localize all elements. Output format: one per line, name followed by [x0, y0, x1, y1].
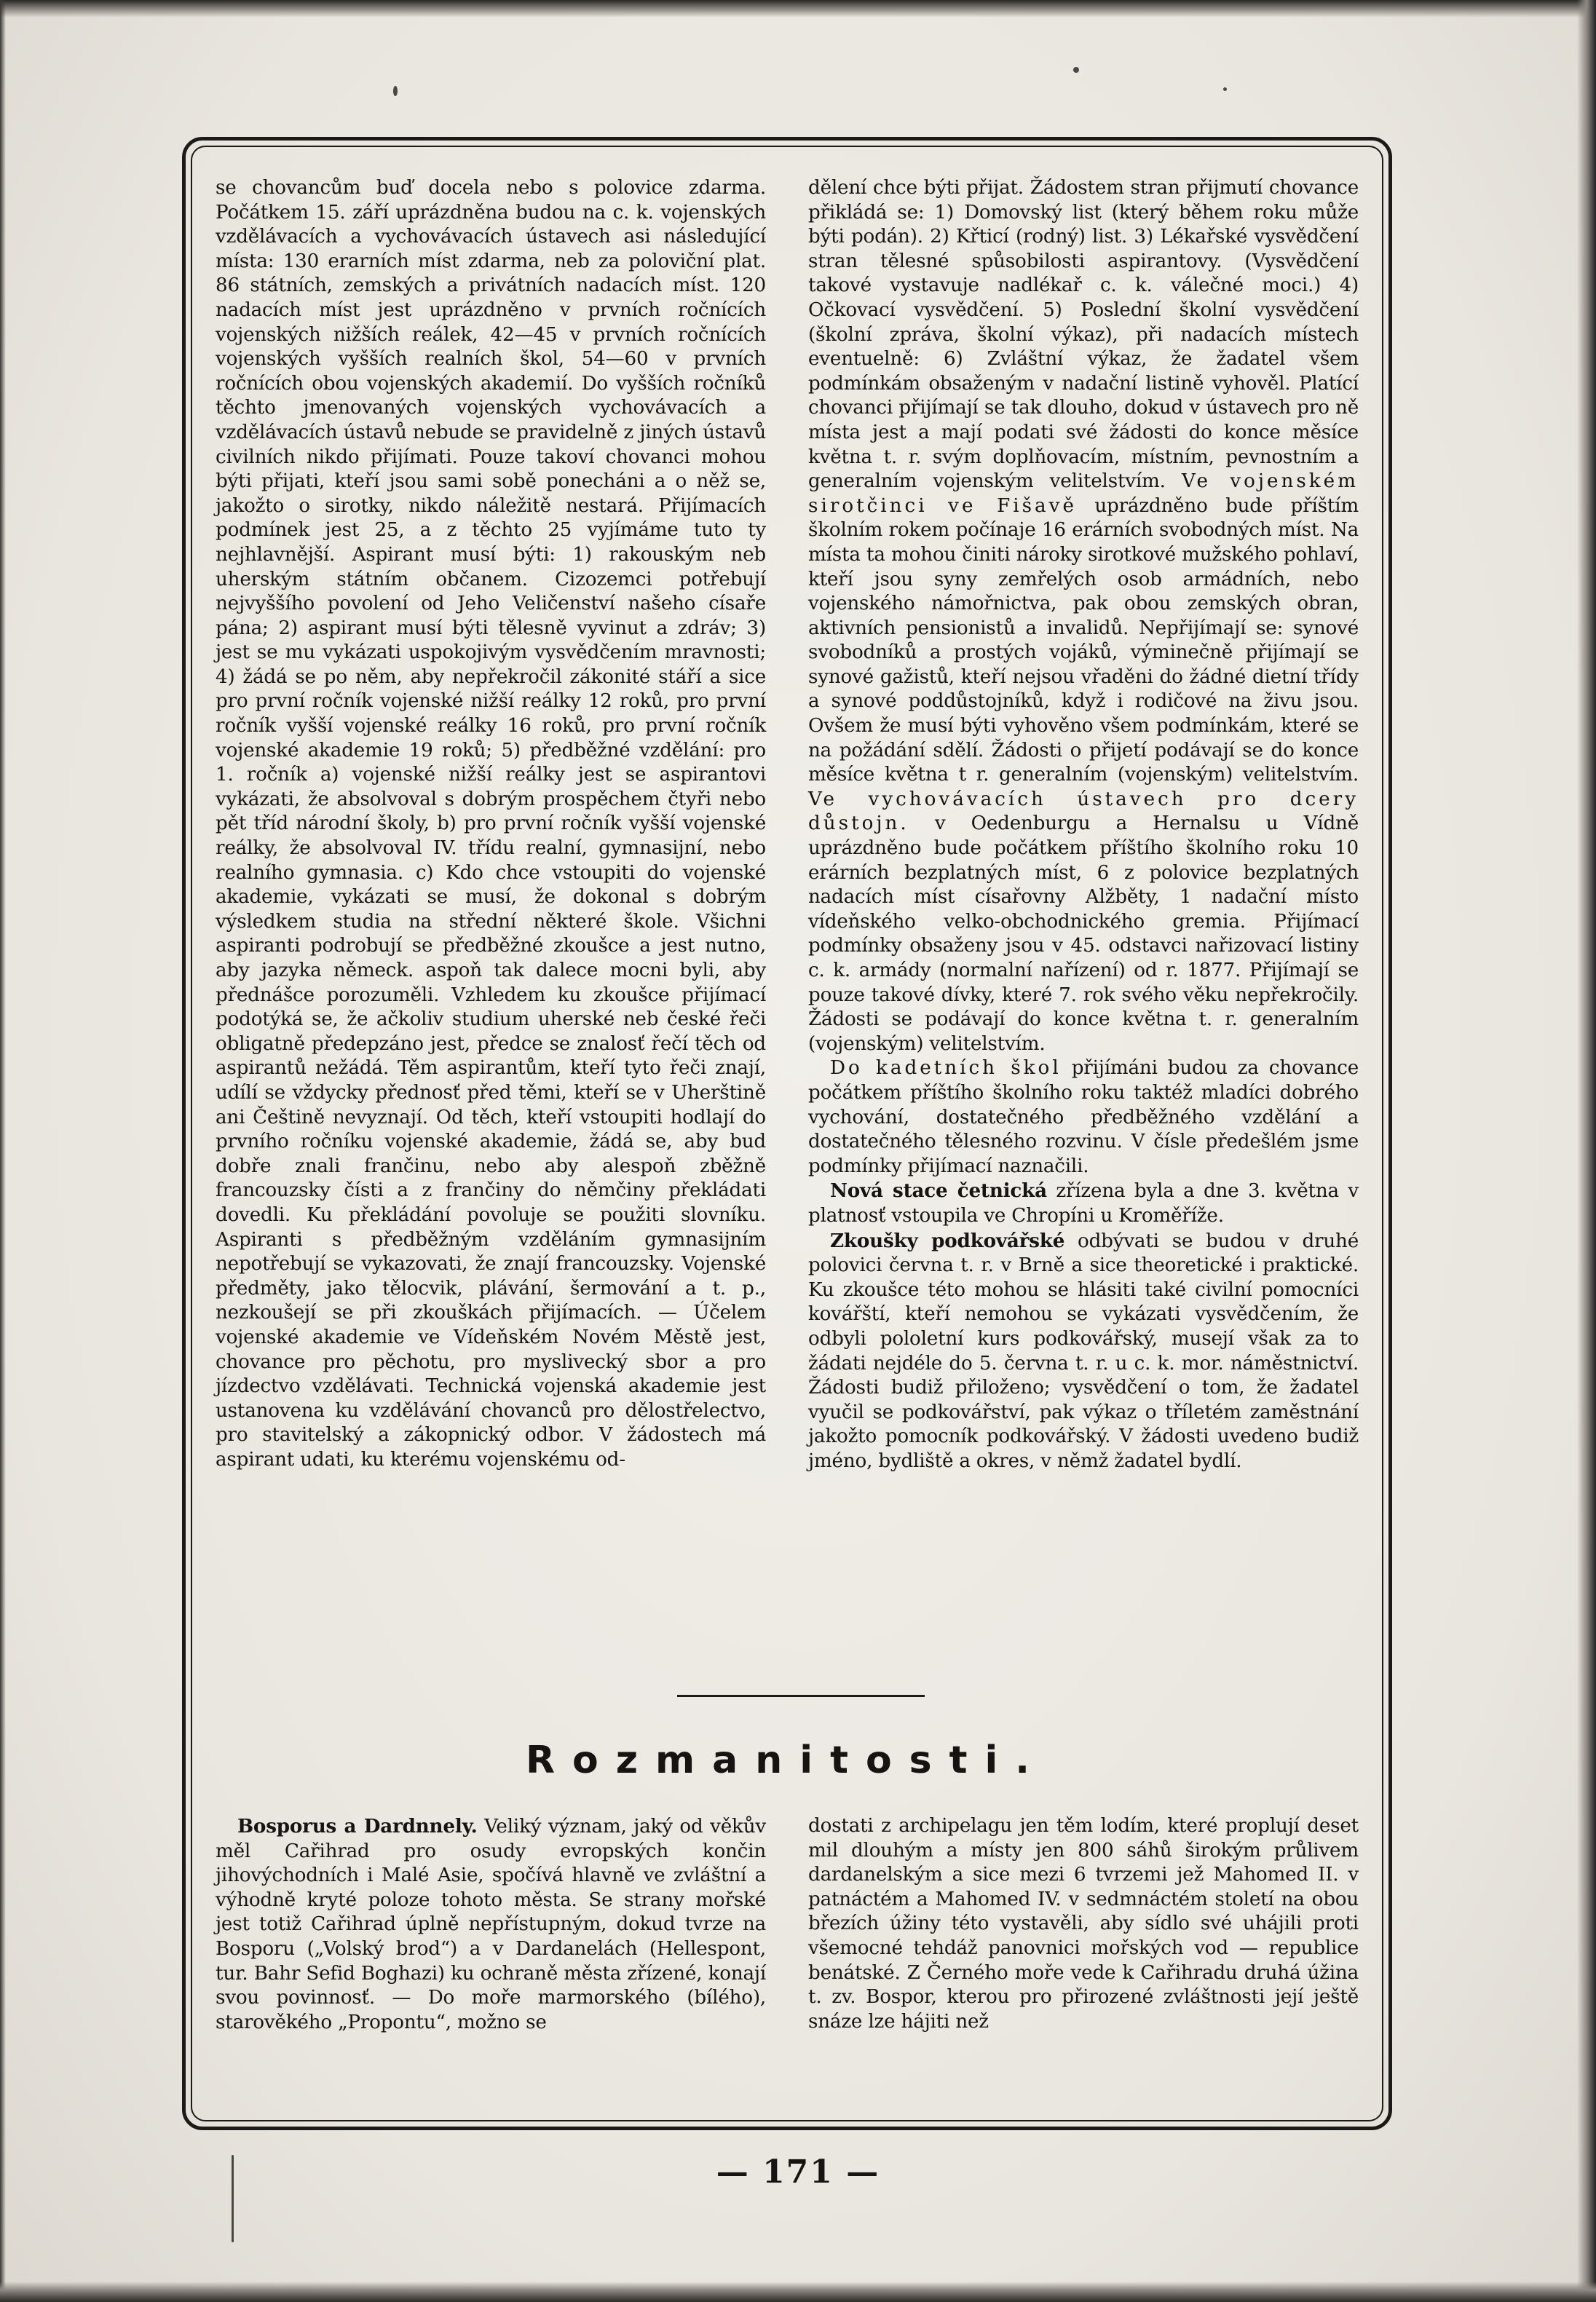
paragraph-text: Zkoušky podkovářské odbývati se budou v druhé polovici června t. r. v Brně a sice theoretické i praktické. Ku zkoušce této mohou se hlásiti také civilní pomocníci kovářští, kteří nemohou se vykázati vysvědčením, že odbyli pololetní kurs podkovářský, musejí však za to žádati nejdéle do 5. června t. r. u c. k. mor. náměstnictví. Žádosti budiž přiloženo; vysvědčení o tom, že žadatel vyučil se podkovářství, pak výkaz o tříletém zaměstnání jakožto pomocník podkovářský. V žádosti uvedeno budiž jméno, bydliště a okres, v němž žadatel bydlí. — [808, 1229, 1359, 1472]
spaced-phrase: Do kadetních škol — [830, 1057, 1062, 1080]
rozmanitosti-left-column — [216, 1814, 766, 2035]
left-paragraph: se chovancům buď docela nebo s polovice zdarma. Počátkem 15. září uprázdněna budou na c. k. vojenských vzdělávacích a vychovávacích ústavech asi následující místa: 130 erarních míst zdarma, neb za poloviční plat. 86 státních, zemských a privátních nadacích míst. 120 nadacích míst jest uprázdněno v prvních ročnících vojenských nižších reálek, 42—45 v prvních ročnících vojenských vyšších realních škol, 54—60 v prvních ročnících obou vojenských akademií. Do vyšších ročníků těchto jmenovaných vojenských vychovávacích a vzdělávacích ústavů nebude se pravidelně z jiných ústavů civilních nikdo přijímati. Pouze takoví chovanci mohou býti přijati, kteří jsou sami sobě ponecháni a o něž se, jakožto o sirotky, nikdo náležitě nestará. Přijímacích podmínek jest 25, a z těchto 25 vyjímáme tuto ty nejhlavnější. Aspirant musí býti: 1) rakouským neb uherským státním občanem. Cizozemci potřebují nejvyššího povolení od Jeho Veličenství našeho císaře pána; 2) aspirant musí býti tělesně vyvinut a zdráv; 3) jest se mu vykázati uspokojivým vysvědčením mravnosti; 4) žádá se po něm, aby nepřekročil zákonité stáří a sice pro první ročník vojenské nižší reálky 12 roků, pro první ročník vyšší vojenské reálky 16 roků, pro první ročník vojenské akademie 19 roků; 5) předběžné vzdělání: pro 1. ročník a) vojenské nižší reálky jest se aspirantovi vykázati, že absolvoval s dobrým prospěchem čtyři nebo pět tříd národní školy, b) pro první ročník vyšší vojenské reálky, že absolvoval IV. třídu realní, gymnasijní, nebo realního gymnasia. c) Kdo chce vstoupiti do vojenské akademie, vykázati se musí, že dokonal s dobrým výsledkem studia na střední některé škole. Všichni aspiranti podrobují se předběžné zkoušce a jest nutno, aby jazyka německ. aspoň tak dalece mocni byli, aby přednášce porozuměli. Vzhledem ku zkoušce přijímací podotýká se, že ačkoliv studium uherské neb české řeči obligatně předepzáno jest, předce se znalosť řečí těch od aspirantů nežádá. Těm aspirantům, kteří tyto řeči znají, udílí se vždycky přednosť před těmi, kteří se v Uherštině ani Češtině nevyznají. Od těch, kteří vstoupiti hodlají do prvního ročníku vojenské akademie, žádá se, aby bud dobře znali frančinu, nebo aby alespoň zběžně francouzsky čísti a z frančiny do němčiny překládati dovedli. Ku překládání povoluje se použiti slovníku. Aspiranti s předběžným vzděláním gymnasijním nepotřebují se vykazovati, že znají francouzsky. Vojenské předměty, jako tělocvik, plávání, šermování a t. p., nezkoušejí se při zkouškách přijímacích. — Účelem vojenské akademie ve Vídeňském Novém Městě jest, chovance pro pěchotu, pro myslivecký sbor a pro jízdectvo vzdělávati. Technická vojenská akademie jest ustanovena ku vzdělávání chovanců pro dělostřelectvo, pro stavitelský a zákopnický odbor. V žádostech má aspirant udati, ku kterému vojenskému od- — [216, 177, 766, 1471]
paragraph-text: dělení chce býti přijat. Žádostem stran přijmutí chovance přikládá se: 1) Domovský list (který během roku může býti podán). 2) Křticí (rodný) list. 3) Lékařské vysvědčení stran tělesné spůsobilosti aspirantovy. (Vysvědčení takové vystavuje nadlékař c. k. válečné moci.) 4) Očkovací vysvědčení. 5) Poslední školní vysvědčení (školní zpráva, školní výkaz), při nadacích místech eventuelně: 6) Zvláštní výkaz, že žadatel všem podmínkám obsaženým v nadační listině vyhověl. Platící chovanci přijímají se tak dlouho, dokud v ústavech pro ně místa jest a mají podati své žádosti do konce měsíce května t. r. svým doplňovacím, místním, pevnostním a generalním vojenským velitelstvím. Ve vojenském sirotčinci ve Fišavě uprázdněno bude příštím školním rokem počínaje 16 erárních svobodných míst. Na místa ta mohou činiti nároky sirotkové mužského pohlaví, kteří jsou syny zemřelých osob armádních, nebo vojenského námořnictva, pak obou zemských obran, aktivních pensionistů a invalidů. Nepřijímají se: synové svobodníků a prostých vojáků, výminečně přijímají se synové gažistů, kteří nejsou vřaděni do žádné dietní třídy a synové poddůstojníků, když i rodičové na živu jsou. Ovšem že musí býti vyhověno všem podmínkám, které se na požádání sdělí. Žádosti o přijetí podávají se do konce měsíce května t r. generalním (vojenským) velitelstvím. Ve vychovávacích ústavech pro dcery důstojn. v Oedenburgu a Hernalsu u Vídně uprázdněno bude počátkem příštího školního roku 10 erárních bezplatných míst, 6 z polovice bezplatných nadacích míst císařovny Alžběty, 1 nadační místo vídeňského velko-obchodnického gremia. Přijímací podmínky obsaženy jsou v 45. odstavci nařizovací listiny c. k. armády (normalní nařízení) od r. 1877. Přijímají se pouze takové dívky, které 7. rok svého věku nepřekročily. Žádosti se podávají do konce května t. r. generalním (vojenským) velitelstvím. — [808, 177, 1359, 1055]
run-in-heading: Nová stace četnická — [830, 1179, 1047, 1203]
bosporus-heading: Bosporus a Dardnnely. — [237, 1815, 478, 1838]
rozmanitosti-right-column — [808, 1814, 1359, 2034]
right-paragraph-gendarme-station — [808, 1179, 1359, 1228]
scan-speck — [1073, 67, 1079, 73]
scan-edge-top — [0, 0, 1596, 17]
right-text-column — [808, 176, 1359, 1474]
scan-speck — [393, 86, 398, 96]
run-in-heading: Zkoušky podkovářské — [830, 1229, 1065, 1252]
right-paragraph-cadet-schools — [808, 1056, 1359, 1179]
right-paragraph-admission — [808, 176, 1359, 1056]
spaced-phrase: Ve vychovávacích ústavech pro dcery důstojn. — [808, 788, 1359, 835]
bosporus-continuation: dostati z archipelagu jen těm lodím, které proplují deset mil dlouhým a místy jen 800 sáhů širokým průlivem dardanelským a sice mezi 6 tvrzemi jež Mahomed II. v patnáctém a Mahomed IV. v sedmnáctém století na obou březích úžiny této vystavěli, aby sídlo své uhájili proti všemocné tehdáž panovnici mořských vod — republice benátské. Z Černého moře vede k Cařihradu druhá úžina t. zv. Bospor, kterou pro přirozené zvláštnosti její ještě snáze lze hájiti než — [808, 1815, 1359, 2033]
scan-edge-left — [0, 0, 6, 2302]
section-divider — [677, 1695, 925, 1697]
section-heading: Rozmanitosti. — [525, 1739, 1048, 1782]
spaced-phrase: Ve vojenském sirotčinci ve Fišavě — [808, 470, 1359, 517]
right-paragraph-farrier-exams — [808, 1229, 1359, 1474]
page-number: — 171 — — [716, 2153, 880, 2191]
bosporus-paragraph — [216, 1814, 766, 2035]
scan-edge-right — [1577, 0, 1596, 2302]
scan-speck — [1223, 87, 1227, 91]
left-text-column — [216, 176, 766, 1472]
paragraph-text: Do kadetních škol přijímáni budou za chovance počátkem příštího školního roku taktéž mladíci dobrého vychování, dostatečného předběžného vzdělání a dostatečného tělesného rozvinu. V čísle předešlém jsme podmínky přijímací naznačili. — [808, 1057, 1359, 1177]
paragraph-text: Nová stace četnická zřízena byla a dne 3. května v platnosť vstoupila ve Chropíni u Kroměříže. — [808, 1179, 1359, 1227]
bosporus-text: Veliký význam, jaký od věkův měl Cařihrad pro osudy evropských končin jihovýchodních i Malé Asie, spočívá hlavně ve zvláštní a výhodně kryté poloze tohoto města. Se strany mořské jest totiž Cařihrad úplně nepřístupným, dokud tvrze na Bosporu („Volský brod“) a v Dardanelách (Hellespont, tur. Bahr Sefid Boghazi) ku ochraně města zřízené, konají svou povinnosť. — Do moře marmorského (bílého), starověkého „Propontu“, možno se — [216, 1816, 766, 2033]
scan-edge-bottom — [0, 2282, 1596, 2302]
